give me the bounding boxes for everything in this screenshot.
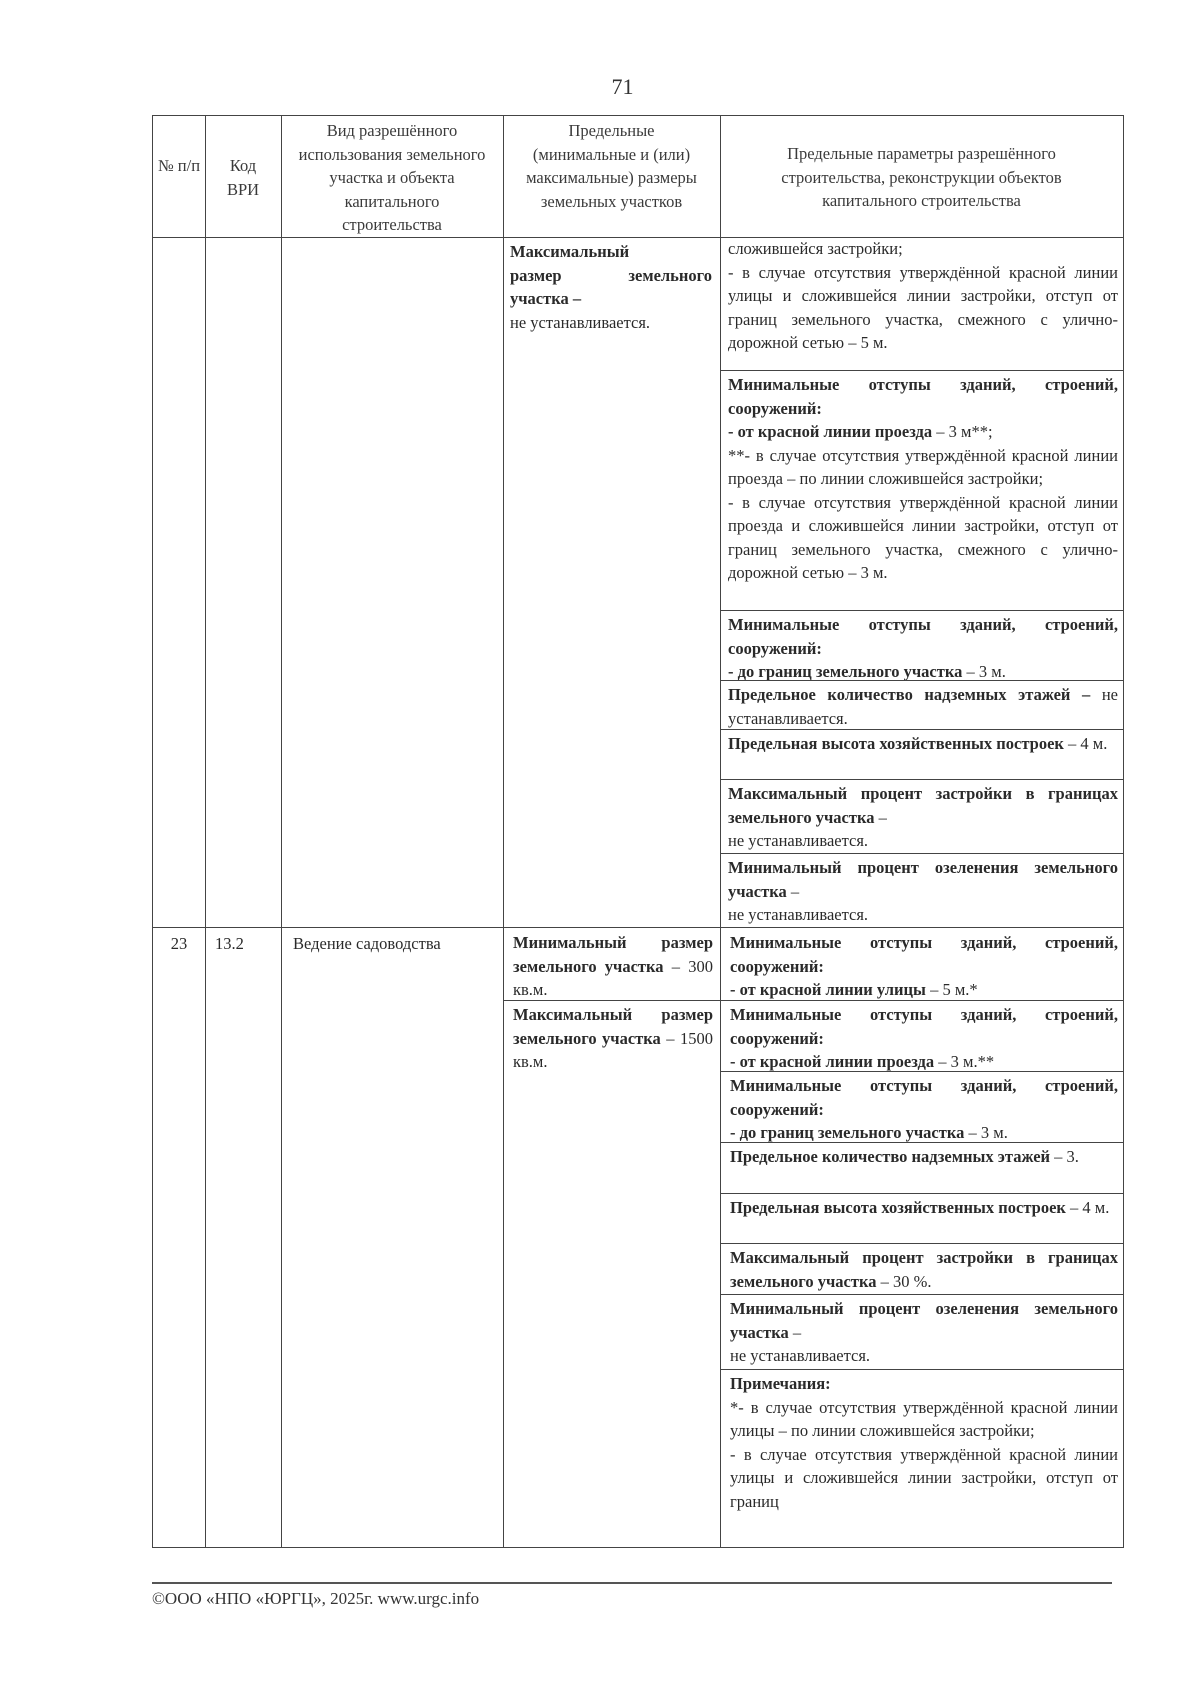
footer-rule — [152, 1582, 1112, 1584]
row23-param-3: Минимальные отступы зданий, строений, сооружений: - до границ земельного участка – 3 м. — [730, 1076, 1118, 1142]
header-parameters: Предельные параметры разрешённого строительства, реконструкции объектов капитального строительства — [781, 144, 1062, 210]
cont-param-5: Предельная высота хозяйственных построек – 4 м. — [728, 734, 1108, 753]
max-size-value: не устанавливается. — [510, 312, 651, 332]
sub-divider — [503, 1000, 720, 1001]
row23-param-2: Минимальные отступы зданий, строений, сооружений: - от красной линии проезда – 3 м.** — [730, 1005, 1118, 1071]
sub-divider — [720, 680, 1123, 681]
sub-divider — [720, 779, 1123, 780]
cont-max-size — [510, 240, 712, 334]
page-number: 71 — [611, 74, 634, 99]
sub-divider — [720, 729, 1123, 730]
header-number: № п/п — [157, 156, 201, 175]
notes-text: *- в случае отсутствия утверждённой красной линии улицы – по линии сложившейся застройки; - в случае отсутствия утверждённой красной линии улицы и сложившейся линии застройки, отступ от границ — [730, 1397, 1118, 1511]
row23-param-5: Предельная высота хозяйственных построек – 4 м. — [730, 1198, 1110, 1217]
row-divider — [153, 927, 1123, 928]
sub-divider — [720, 1071, 1123, 1072]
cont-param-7: Минимальный процент озеленения земельного участка – не устанавливается. — [728, 858, 1118, 924]
notes-title: Примечания: — [730, 1374, 831, 1393]
sub-divider — [720, 1193, 1123, 1194]
row23-param-7: Минимальный процент озеленения земельного участка – не устанавливается. — [730, 1299, 1118, 1365]
cont-param-6: Максимальный процент застройки в границах земельного участка – не устанавливается. — [728, 784, 1118, 850]
sub-divider — [720, 610, 1123, 611]
header-plot-size: Предельные (минимальные и (или) максимальные) размеры земельных участков — [526, 121, 697, 211]
sub-divider — [720, 1000, 1123, 1001]
sub-divider — [720, 1142, 1123, 1143]
header-use-type: Вид разрешённого использования земельного участка и объекта капитального строительства — [298, 121, 486, 234]
regulations-table — [152, 115, 1124, 1548]
col-divider — [503, 116, 504, 1547]
cont-param-2: Минимальные отступы зданий, строений, сооружений: - от красной линии проезда – 3 м**; **- в случае отсутствия утверждённой красной линии проезда – по линии сложившейся застройки; - в случае отсутствия утверждённой красной линии проезда и сложившейся линии застройки, отступ от границ земельного участка, смежного с улично-дорожной сетью – 3 м. — [728, 375, 1118, 582]
max-size-line: Максимальный — [510, 242, 630, 261]
row23-use-name: Ведение садоводства — [293, 934, 441, 953]
row23-max-size: Максимальный размер земельного участка – 1500 кв.м. — [513, 1005, 713, 1071]
row23-notes — [730, 1372, 1118, 1513]
row23-param-1: Минимальные отступы зданий, строений, сооружений: - от красной линии улицы – 5 м.* — [730, 933, 1118, 999]
cont-param-4: Предельное количество надземных этажей – не устанавливается. — [728, 685, 1118, 728]
col-divider — [281, 116, 282, 1547]
max-size-line: размер земельного — [510, 265, 712, 285]
col-divider — [720, 116, 721, 1547]
sub-divider — [720, 370, 1123, 371]
cont-param-1: сложившейся застройки; - в случае отсутствия утверждённой красной линии улицы и сложившейся линии застройки, отступ от границ земельного участка, смежного с улично-дорожной сетью – 5 м. — [728, 239, 1118, 352]
row23-code: 13.2 — [215, 934, 244, 953]
row23-number: 23 — [170, 934, 188, 953]
max-size-line: участка – — [510, 289, 582, 308]
cont-param-3: Минимальные отступы зданий, строений, сооружений: - до границ земельного участка – 3 м. — [728, 615, 1118, 681]
footer-copyright: ©ООО «НПО «ЮРГЦ», 2025г. www.urgc.info — [152, 1589, 480, 1608]
sub-divider — [720, 853, 1123, 854]
row23-param-4: Предельное количество надземных этажей – 3. — [730, 1147, 1079, 1166]
row23-min-size: Минимальный размер земельного участка – 300 кв.м. — [513, 933, 713, 999]
header-code: Код ВРИ — [226, 156, 260, 199]
col-divider — [205, 116, 206, 1547]
sub-divider — [720, 1243, 1123, 1244]
sub-divider — [720, 1369, 1123, 1370]
row23-param-6: Максимальный процент застройки в границах земельного участка – 30 %. — [730, 1248, 1118, 1291]
sub-divider — [720, 1294, 1123, 1295]
